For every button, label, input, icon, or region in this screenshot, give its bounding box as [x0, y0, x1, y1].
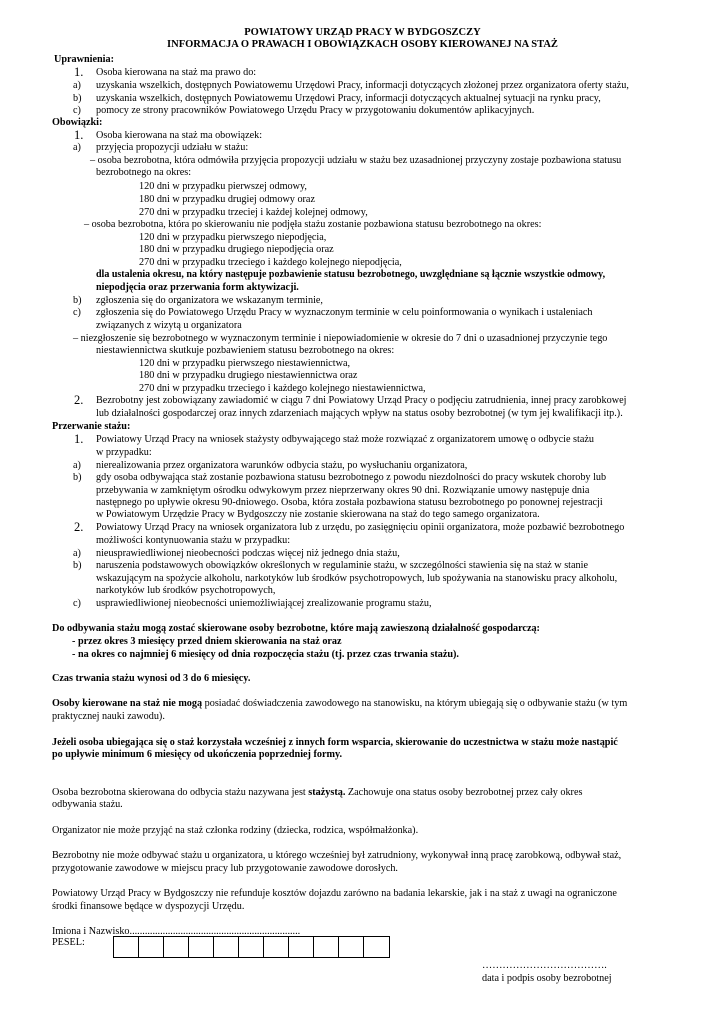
- penalty-line: 180 dni w przypadku drugiej odmowy oraz: [139, 194, 315, 205]
- rights-number: 1.: [74, 65, 84, 79]
- signature-line[interactable]: ……………………………….: [482, 960, 607, 971]
- name-label: Imiona i Nazwisko: [52, 926, 130, 937]
- penalty-line: 120 dni w przypadku pierwszego niepodjęcia,: [139, 232, 327, 243]
- rights-item-marker: c): [73, 105, 81, 116]
- interrupt-item: w Powiatowym Urzędzie Pracy w Bydgoszczy nie zostanie skierowana na staż do tego samego organizatora.: [96, 509, 540, 520]
- duty-dash-text: bezrobotnego na okres:: [96, 167, 192, 178]
- interrupt-item: Powiatowy Urząd Pracy na wniosek organizatora lub z urzędu, po zasięgnięciu opinii organizatora, może pozbawić bezrobotnego: [96, 522, 625, 533]
- penalty-line: 270 dni w przypadku trzeciego i każdego kolejnego niestawiennictwa,: [139, 383, 426, 394]
- pesel-cell[interactable]: [264, 937, 289, 957]
- duties-intro: Osoba kierowana na staż ma obowiązek:: [96, 130, 263, 141]
- pesel-cell[interactable]: [239, 937, 264, 957]
- interrupt-number: 1.: [74, 432, 84, 446]
- interrupt-marker: a): [73, 548, 81, 559]
- duty-marker: a): [73, 142, 81, 153]
- interrupt-item: nierealizowania przez organizatora warunków odbycia stażu, po wysłuchaniu organizatora,: [96, 460, 468, 471]
- penalty-line: 180 dni w przypadku drugiego niestawiennictwa oraz: [139, 370, 358, 381]
- intern-text: Zachowuje ona status osoby bezrobotnej przez cały okres: [345, 787, 583, 798]
- rights-item: uzyskania wszelkich, dostępnych Powiatowemu Urzędowi Pracy, informacji dotyczących złożonej przez organizatora oferty stażu,: [96, 80, 629, 91]
- support-note: Jeżeli osoba ubiegająca się o staż korzystała wcześniej z innych form wsparcia, skierowanie do uczestnictwa w stażu może nastąpić: [52, 737, 618, 748]
- interrupt-item: usprawiedliwionej nieobecności uniemożliwiającej zrealizowanie programu stażu,: [96, 598, 432, 609]
- experience-text: posiadać doświadczenia zawodowego na stanowisku, na którym ubiegają się o odbywanie stażu (w tym: [202, 698, 628, 709]
- duty-item: związanych z wizytą u organizatora: [96, 320, 242, 331]
- document-title: INFORMACJA O PRAWACH I OBOWIĄZKACH OSOBY KIEROWANEJ NA STAŻ: [167, 39, 558, 50]
- rights-item: uzyskania wszelkich, dostępnych Powiatowemu Urzędowi Pracy, informacji dotyczących aktualnej sytuacji na rynku pracy,: [96, 93, 601, 104]
- duty-dash-text: – osoba bezrobotna, która odmówiła przyjęcia propozycji udziału w stażu bez uzasadnionej przyczyny zostaje pozbawiona statusu: [90, 155, 622, 166]
- duty-item: Bezrobotny jest zobowiązany zawiadomić w ciągu 7 dni Powiatowy Urząd Pracy o podjęciu zatrudnienia, innej pracy zarobkowej: [96, 395, 627, 406]
- duties-heading: Obowiązki:: [52, 117, 103, 128]
- interrupt-item: naruszenia podstawowych obowiązków określonych w regulaminie stażu, w szczególności stawienia się na staż w stanie: [96, 560, 588, 571]
- interrupt-item: możliwości kontynuowania stażu w przypadku:: [96, 535, 291, 546]
- intern-text: Osoba bezrobotna skierowana do odbycia stażu nazywana jest: [52, 787, 309, 798]
- pesel-label: PESEL:: [52, 937, 85, 948]
- duty-item: lub działalności gospodarczej oraz innych zdarzeniach mających wpływ na status osoby bezrobotnej (w tym jej kwalifikacji itp.).: [96, 408, 623, 419]
- duration-note: Czas trwania stażu wynosi od 3 do 6 miesięcy.: [52, 673, 251, 684]
- duties-number: 1.: [74, 128, 84, 142]
- duty-marker: c): [73, 307, 81, 318]
- pesel-cell[interactable]: [164, 937, 189, 957]
- duty-dash-text: niestawiennictwa skutkuje pozbawieniem statusu bezrobotnego na okres:: [96, 345, 395, 356]
- interrupt-item: gdy osoba odbywająca staż zostanie pozbawiona statusu bezrobotnego z powodu niezdolności do pracy wskutek choroby lub: [96, 472, 607, 483]
- interrupt-item: w przypadku:: [96, 447, 152, 458]
- support-note: po upływie minimum 6 miesięcy od ukończenia poprzedniej formy.: [52, 749, 343, 760]
- business-note: - na okres co najmniej 6 miesięcy od dnia rozpoczęcia stażu (tj. przez czas trwania stażu).: [72, 649, 459, 660]
- pesel-cell[interactable]: [314, 937, 339, 957]
- pesel-cell[interactable]: [214, 937, 239, 957]
- rights-item: pomocy ze strony pracowników Powiatowego Urzędu Pracy w przygotowaniu dokumentów aplikacyjnych.: [96, 105, 535, 116]
- penalty-line: 120 dni w przypadku pierwszego niestawiennictwa,: [139, 358, 351, 369]
- penalty-line: 270 dni w przypadku trzeciego i każdego kolejnego niepodjęcia,: [139, 257, 402, 268]
- pesel-cell[interactable]: [339, 937, 364, 957]
- duty-item: zgłoszenia się do Powiatowego Urzędu Pracy w wyznaczonym terminie w celu poinformowania o wynikach i ustaleniach: [96, 307, 593, 318]
- rights-intro: Osoba kierowana na staż ma prawo do:: [96, 67, 257, 78]
- interrupt-item: Powiatowy Urząd Pracy na wniosek stażysty odbywającego staż może rozwiązać z organizatorem umowę o odbycie stażu: [96, 434, 594, 445]
- interrupt-item: następnego po upływie okresu 90-dniowego. Osoba, która została pozbawiona statusu bezrobotnego po ponownej rejestracji: [96, 497, 603, 508]
- duty-marker: b): [73, 295, 82, 306]
- family-note: Organizator nie może przyjąć na staż członka rodziny (dziecka, rodzica, współmałżonka).: [52, 825, 419, 836]
- rights-item-marker: a): [73, 80, 81, 91]
- business-note: - przez okres 3 miesięcy przed dniem skierowania na staż oraz: [72, 636, 342, 647]
- experience-note: [52, 698, 627, 711]
- refund-note: Powiatowy Urząd Pracy w Bydgoszczy nie refunduje kosztów dojazdu zarówno na badania lekarskie, jak i na staż z uwagi na ograniczone: [52, 888, 617, 899]
- intern-note: [52, 787, 582, 800]
- duties-number: 2.: [74, 393, 84, 407]
- name-dots: ...................................................................: [129, 926, 301, 937]
- pesel-cell[interactable]: [189, 937, 214, 957]
- interrupt-heading: Przerwanie stażu:: [52, 421, 131, 432]
- pesel-cell[interactable]: [364, 937, 389, 957]
- interrupt-marker: b): [73, 472, 82, 483]
- interrupt-item: narkotyków lub środków psychotropowych,: [96, 585, 276, 596]
- rights-heading: Uprawnienia:: [54, 54, 114, 65]
- business-note: Do odbywania stażu mogą zostać skierowane osoby bezrobotne, które mają zawieszoną działalność gospodarczą:: [52, 623, 540, 634]
- employer-note: przygotowanie zawodowe w miejscu pracy lub przygotowanie zawodowe dorosłych.: [52, 863, 398, 874]
- signature-label: data i podpis osoby bezrobotnej: [482, 973, 612, 984]
- pesel-cell[interactable]: [139, 937, 164, 957]
- penalty-line: 120 dni w przypadku pierwszej odmowy,: [139, 181, 307, 192]
- experience-bold: Osoby kierowane na staż nie mogą: [52, 698, 203, 709]
- pesel-cell[interactable]: [289, 937, 314, 957]
- penalty-line: 270 dni w przypadku trzeciej i każdej kolejnej odmowy,: [139, 207, 368, 218]
- office-title: POWIATOWY URZĄD PRACY W BYDGOSZCZY: [244, 27, 481, 38]
- pesel-input[interactable]: [113, 936, 390, 958]
- refund-note: środki finansowe będące w dyspozycji Urzędu.: [52, 901, 245, 912]
- rights-item-marker: b): [73, 93, 82, 104]
- interrupt-marker: b): [73, 560, 82, 571]
- intern-bold: stażystą.: [308, 787, 346, 798]
- employer-note: Bezrobotny nie może odbywać stażu u organizatora, u którego wcześniej był zatrudniony, wykonywał inną pracę zarobkową, odbywał staż,: [52, 850, 622, 861]
- interrupt-marker: a): [73, 460, 81, 471]
- interrupt-number: 2.: [74, 520, 84, 534]
- experience-note: praktycznej nauki zawodu).: [52, 711, 165, 722]
- duty-bold-note: niepodjęcia oraz przerwania form aktywizacji.: [96, 282, 299, 293]
- interrupt-item: wskazującym na spożycie alkoholu, narkotyków lub środków psychotropowych, lub spożywania na stanowisku pracy alkoholu,: [96, 573, 618, 584]
- penalty-line: 180 dni w przypadku drugiego niepodjęcia oraz: [139, 244, 334, 255]
- interrupt-marker: c): [73, 598, 81, 609]
- intern-note: odbywania stażu.: [52, 799, 123, 810]
- pesel-cell[interactable]: [114, 937, 139, 957]
- duty-dash-text: – osoba bezrobotna, która po skierowaniu nie podjęła stażu zostanie pozbawiona statusu bezrobotnego na okres:: [84, 219, 542, 230]
- duty-item: zgłoszenia się do organizatora we wskazanym terminie,: [96, 295, 323, 306]
- duty-bold-note: dla ustalenia okresu, na który następuje pozbawienie statusu bezrobotnego, uwzględniane są łącznie wszystkie odmowy,: [96, 269, 606, 280]
- duty-item: przyjęcia propozycji udziału w stażu:: [96, 142, 249, 153]
- interrupt-item: przebywania w zamkniętym ośrodku odwykowym przez nieprzerwany okres 90 dni. Rozwiązanie umowy następuje dnia: [96, 485, 590, 496]
- interrupt-item: nieusprawiedliwionej nieobecności podczas więcej niż jednego dnia stażu,: [96, 548, 400, 559]
- duty-dash-text: – niezgłoszenie się bezrobotnego w wyznaczonym terminie i niepowiadomienie w okresie do 7 dni o uzasadnionej przyczynie tego: [73, 333, 608, 344]
